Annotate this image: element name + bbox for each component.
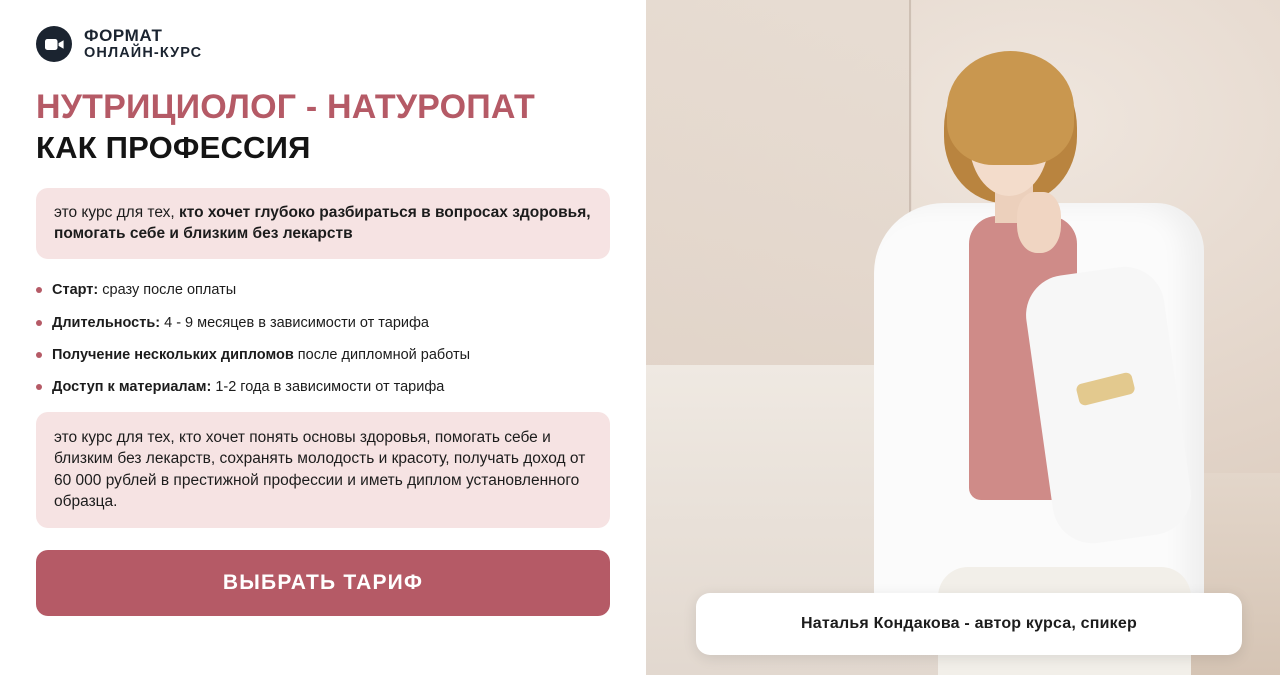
page-title xyxy=(36,88,610,166)
brand-line-1: ФОРМАТ xyxy=(84,26,163,46)
audience-note-bottom-lead: это курс для тех, xyxy=(54,428,175,446)
choose-tariff-button[interactable]: ВЫБРАТЬ ТАРИФ xyxy=(36,550,610,616)
figure-hand xyxy=(1017,192,1061,253)
list-item xyxy=(36,378,610,396)
list-item xyxy=(36,346,610,364)
list-item xyxy=(36,314,610,332)
audience-note-top-emphasis: кто хочет глубоко разбираться в вопросах здоровья, помогать себе и близким без лекарств xyxy=(54,203,591,243)
brand-text xyxy=(84,26,202,61)
audience-note-bottom xyxy=(36,412,610,529)
video-camera-icon xyxy=(36,26,72,62)
audience-note-top-lead: это курс для тех, xyxy=(54,203,175,221)
brand-logo xyxy=(36,26,610,62)
fact-key: Длительность: xyxy=(52,314,161,331)
course-facts-list xyxy=(36,281,610,396)
audience-note-bottom-emphasis: кто хочет понять основы здоровья, помогать себе и близким без лекарств, сохранять молодость и красоту, получать доход от 60 000 рублей в престижной профессии и иметь диплом установленного образца. xyxy=(54,428,586,511)
fact-value: сразу после оплаты xyxy=(102,282,237,299)
fact-value: 1-2 года в зависимости от тарифа xyxy=(215,378,445,395)
fact-key: Доступ к материалам: xyxy=(52,378,212,395)
author-figure xyxy=(646,0,1280,675)
author-photo-panel xyxy=(646,0,1280,675)
fact-value: 4 - 9 месяцев в зависимости от тарифа xyxy=(164,314,429,331)
fact-key: Старт: xyxy=(52,282,99,299)
page-title-line-1: НУТРИЦИОЛОГ - НАТУРОПАТ xyxy=(36,88,535,126)
list-item xyxy=(36,281,610,299)
page-title-line-2: КАК ПРОФЕССИЯ xyxy=(36,130,311,166)
figure-hair xyxy=(947,51,1074,166)
fact-value: после дипломной работы xyxy=(297,346,471,363)
author-caption-card xyxy=(696,593,1242,655)
brand-line-2: ОНЛАЙН-КУРС xyxy=(84,45,203,62)
fact-key: Получение нескольких дипломов xyxy=(52,346,294,363)
audience-note-top xyxy=(36,188,610,260)
author-caption-text: Наталья Кондакова - автор курса, спикер xyxy=(801,615,1137,632)
